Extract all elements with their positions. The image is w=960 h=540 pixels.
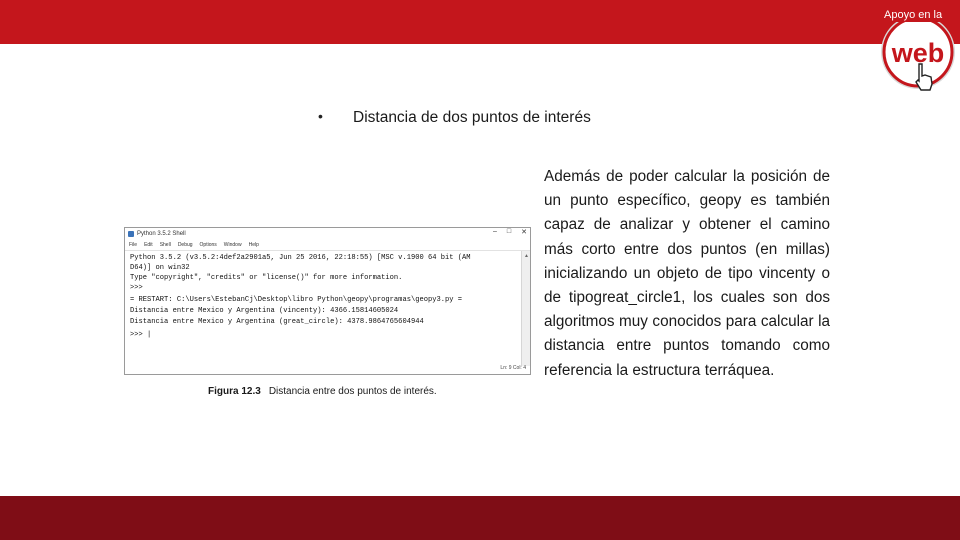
shell-line: = RESTART: C:\Users\EstebanCj\Desktop\libro Python\geopy\programas\geopy3.py = — [130, 296, 463, 304]
menu-window: Window — [223, 242, 242, 248]
shell-output — [125, 251, 530, 366]
shell-line: Type "copyright", "credits" or "license()" for more information. — [130, 274, 403, 282]
scroll-up-icon: ▲ — [524, 253, 529, 259]
menu-file: File — [129, 242, 138, 248]
web-logo — [878, 22, 960, 104]
window-controls — [493, 228, 527, 236]
figure-label: Figura 12.3 — [208, 386, 261, 397]
shell-line: Distancia entre Mexico y Argentina (great_circle): 4378.9864765604944 — [130, 318, 424, 326]
shell-line: D64)] on win32 — [130, 264, 190, 272]
menu-shell: Shell — [159, 242, 171, 248]
menu-options: Options — [199, 242, 217, 248]
shell-titlebar — [125, 228, 530, 240]
figure-caption — [208, 386, 437, 397]
maximize-icon: □ — [506, 228, 512, 235]
shell-line: Distancia entre Mexico y Argentina (vincenty): 4366.15814605024 — [130, 307, 399, 315]
menu-help: Help — [248, 242, 259, 248]
menu-debug: Debug — [177, 242, 193, 248]
shell-line: >>> — [130, 284, 143, 292]
close-icon: ✕ — [521, 229, 527, 236]
logo-word: web — [891, 38, 945, 68]
shell-menubar — [125, 240, 530, 251]
shell-line: >>> | — [130, 331, 152, 339]
shell-title: Python 3.5.2 Shell — [137, 231, 186, 237]
shell-status: Ln: 9 Col: 4 — [500, 365, 526, 371]
python-shell-screenshot — [124, 227, 531, 375]
bullet: • — [318, 108, 323, 124]
figure-text: Distancia entre dos puntos de interés. — [268, 386, 437, 397]
python-icon — [128, 231, 134, 237]
menu-edit: Edit — [144, 242, 153, 248]
slide-paragraph: Además de poder calcular la posición de un punto específico, geopy es también capaz de analizar y obtener el camino más corto entre dos puntos (en millas) inicializando un objeto de tipo vincenty o de tipogreat_circle1, los cuales son dos algoritmos muy conocidos para calcular la distancia entre puntos tomando como referencia la estructura terráquea. — [544, 168, 830, 379]
bottom-band — [0, 496, 960, 540]
slide-heading: Distancia de dos puntos de interés — [353, 109, 591, 126]
shell-line: Python 3.5.2 (v3.5.2:4def2a2901a5, Jun 25 2016, 22:18:55) [MSC v.1900 64 bit (AM — [130, 254, 471, 262]
logo-caption: Apoyo en la — [884, 9, 943, 21]
scrollbar — [521, 251, 530, 366]
top-band — [0, 0, 960, 44]
minimize-icon: – — [492, 228, 497, 235]
